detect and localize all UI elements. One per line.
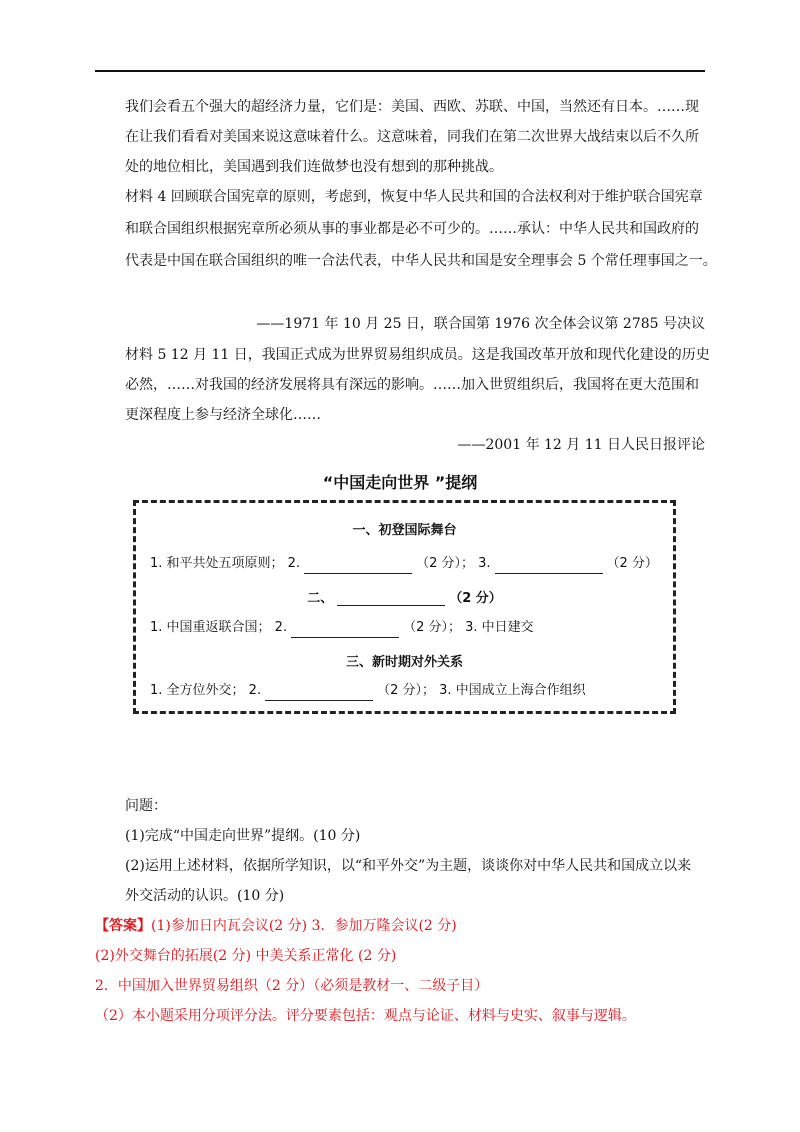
question-2-line: 外交活动的认识。(10 分) [125,888,285,904]
outline-row-1 [150,554,658,574]
answer-tag: 【答案】 [95,918,151,934]
section-1-heading: 一、初登国际舞台 [352,523,457,538]
question-1: (1)完成“中国走向世界”提纲。(10 分) [125,828,361,844]
row-1-text-b: （2 分）； 3. [416,556,491,571]
row-1-text-c: （2 分） [606,556,658,571]
section-3-heading: 三、新时期对外关系 [345,655,463,670]
row-1-text-a: 1. 和平共处五项原则； 2. [150,556,301,571]
questions-label: 问题： [125,798,167,814]
material-5-line: 更深程度上参与经济全球化…… [125,407,321,423]
material-line: 我们会看五个强大的超经济力量，它们是：美国、西欧、苏联、中国，当然还有日本。……现 [125,99,699,115]
row-3-text-b: （2 分）； 3. 中国成立上海合作组织 [377,683,586,698]
material-4-line: 和联合国组织根据宪章所必须从事的事业都是必不可少的。……承认：中华人民共和国政府的 [125,221,699,237]
material-4-line: 代表是中国在联合国组织的唯一合法代表，中华人民共和国是安全理事会 5 个常任理事国之一。 [125,253,717,269]
row-2-text-b: （2 分）； 3. 中日建交 [403,620,534,635]
section-2-heading [136,587,673,606]
answer-blank[interactable] [337,591,445,606]
answer-line-1 [95,916,457,936]
section-2-suffix: （2 分） [449,591,502,606]
answer-blank[interactable] [291,623,399,638]
outline-box [133,500,676,714]
material-4-source: ——1971 年 10 月 25 日，联合国第 1976 次全体会议第 2785 号决议 [256,316,705,332]
answer-line-4: （2）本小题采用分项评分法。评分要素包括：观点与论证、材料与史实、叙事与逻辑。 [95,1008,636,1024]
outline-row-2 [150,618,534,638]
section-2-prefix: 二、 [307,591,334,606]
answer-blank[interactable] [304,559,412,574]
answer-line-3: 2．中国加入世界贸易组织（2 分）（必须是教材一、二级子目） [95,978,489,994]
answer-blank[interactable] [495,559,603,574]
material-5-line: 材料 5 12 月 11 日，我国正式成为世界贸易组织成员。这是我国改革开放和现代化建设的历史 [125,347,710,363]
answer-blank[interactable] [265,686,373,701]
row-2-text-a: 1. 中国重返联合国； 2. [150,620,288,635]
material-5-line: 必然，……对我国的经济发展将具有深远的影响。……加入世贸组织后，我国将在更大范围和 [125,377,699,393]
answer-line-2: (2)外交舞台的拓展(2 分) 中美关系正常化 (2 分) [95,948,397,964]
answer-text: (1)参加日内瓦会议(2 分) 3．参加万隆会议(2 分) [151,918,457,934]
outline-title: “中国走向世界 ”提纲 [322,473,478,492]
header-rule [95,70,705,72]
question-2-line: (2)运用上述材料，依据所学知识，以“和平外交”为主题，谈谈你对中华人民共和国成立以来 [125,858,692,874]
material-5-source: ——2001 年 12 月 11 日人民日报评论 [457,437,705,453]
material-line: 处的地位相比，美国遇到我们连做梦也没有想到的那种挑战。 [125,159,503,175]
material-line: 在让我们看看对美国来说这意味着什么。这意味着，同我们在第二次世界大战结束以后不久所 [125,129,699,145]
material-4-line: 材料 4 回顾联合国宪章的原则，考虑到，恢复中华人民共和国的合法权利对于维护联合国宪章 [125,189,703,205]
outline-row-3 [150,681,586,701]
row-3-text-a: 1. 全方位外交； 2. [150,683,262,698]
